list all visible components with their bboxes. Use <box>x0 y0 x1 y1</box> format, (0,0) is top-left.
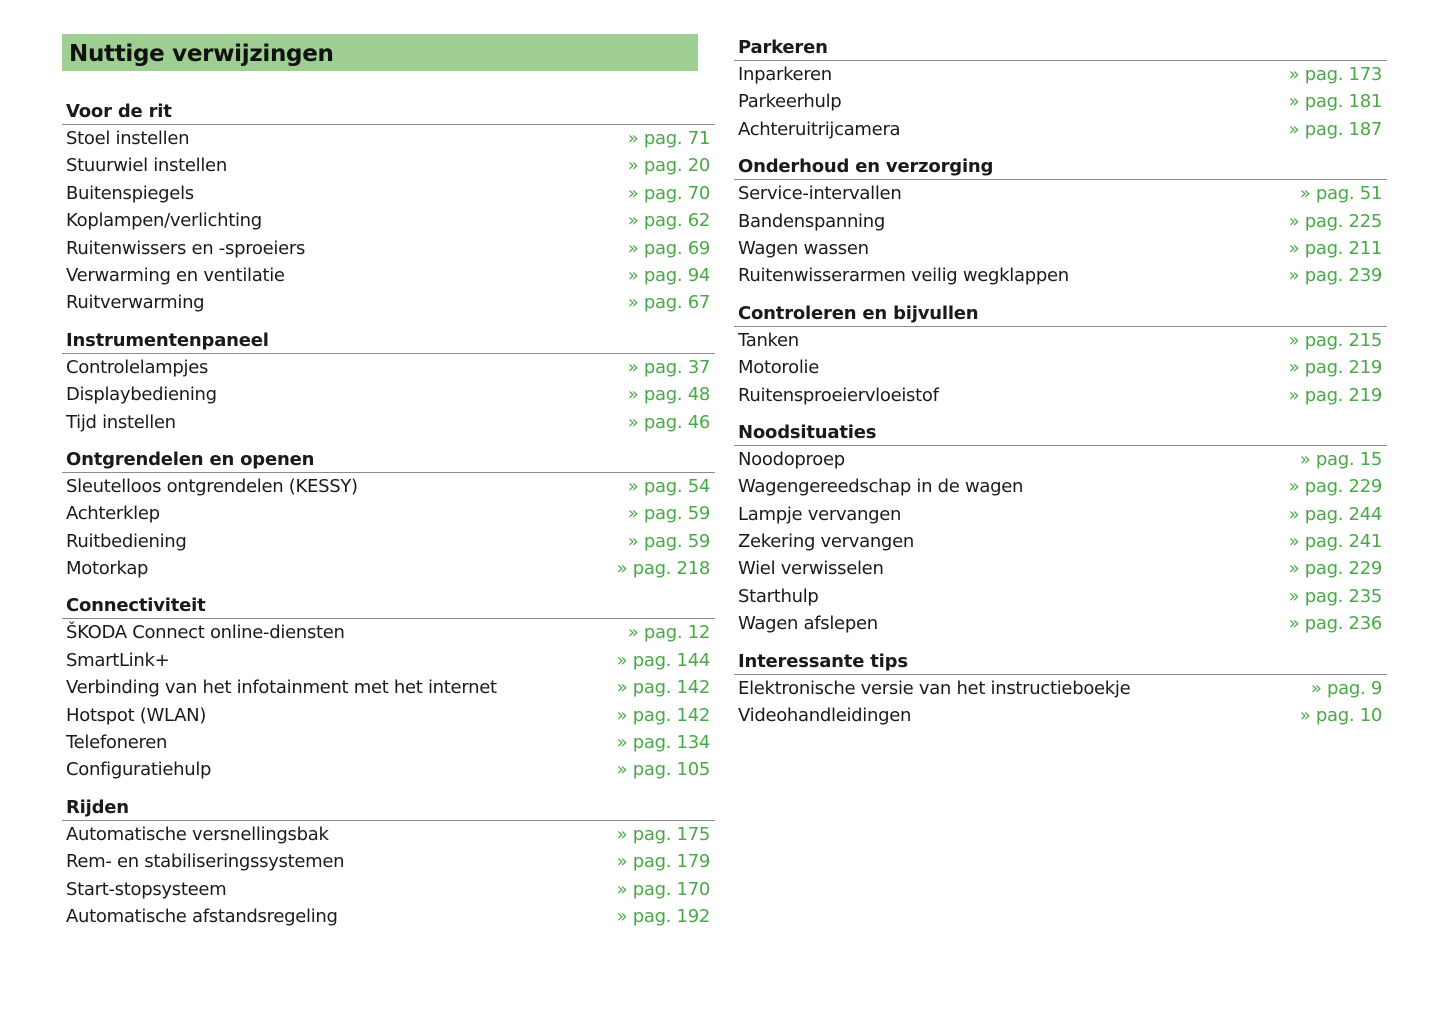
page-reference-link[interactable]: » pag. 229 <box>1288 558 1382 580</box>
reference-row <box>62 528 715 555</box>
section-title: Controleren en bijvullen <box>734 300 1387 327</box>
reference-row <box>62 674 715 701</box>
page-reference-link[interactable]: » pag. 51 <box>1299 183 1382 205</box>
reference-row <box>62 500 715 527</box>
page-reference-link[interactable]: » pag. 144 <box>616 649 710 671</box>
section-title: Rijden <box>62 794 715 821</box>
reference-row <box>734 555 1387 582</box>
page-reference-link[interactable]: » pag. 229 <box>1288 476 1382 498</box>
reference-label: Telefoneren <box>66 732 168 754</box>
reference-row <box>734 501 1387 528</box>
reference-label: Hotspot (WLAN) <box>66 704 207 726</box>
section-gap <box>62 582 715 592</box>
section-connectiviteit <box>62 592 715 783</box>
page-reference-link[interactable]: » pag. 9 <box>1310 677 1382 699</box>
reference-label: Bandenspanning <box>738 210 885 232</box>
reference-row <box>62 903 715 930</box>
reference-label: Ruitenwisserarmen veilig wegklappen <box>738 265 1069 287</box>
reference-label: Verwarming en ventilatie <box>66 264 285 286</box>
reference-label: Automatische afstandsregeling <box>66 905 338 927</box>
reference-row <box>62 381 715 408</box>
reference-label: Inparkeren <box>738 64 832 85</box>
reference-label: Achteruitrijcamera <box>738 118 901 140</box>
reference-row <box>734 528 1387 555</box>
section-gap <box>62 436 715 446</box>
reference-label: Ruitverwarming <box>66 292 205 314</box>
reference-row <box>734 675 1387 702</box>
reference-label: Ruitbediening <box>66 530 187 552</box>
page-reference-link[interactable]: » pag. 173 <box>1288 64 1382 85</box>
section-instrumentenpaneel <box>62 327 715 436</box>
reference-row <box>62 289 715 316</box>
page-reference-link[interactable]: » pag. 211 <box>1288 237 1382 259</box>
page-reference-link[interactable]: » pag. 142 <box>616 704 710 726</box>
section-gap <box>62 317 715 327</box>
section-onderhoud-en-verzorging <box>734 153 1387 290</box>
reference-row <box>734 88 1387 115</box>
page-reference-link[interactable]: » pag. 244 <box>1288 503 1382 525</box>
reference-row <box>734 235 1387 262</box>
section-controleren-en-bijvullen <box>734 300 1387 409</box>
reference-row <box>734 702 1387 729</box>
section-parkeren <box>734 34 1387 143</box>
page-reference-link[interactable]: » pag. 69 <box>627 237 710 259</box>
page-reference-link[interactable]: » pag. 225 <box>1288 210 1382 232</box>
page-reference-link[interactable]: » pag. 219 <box>1288 384 1382 406</box>
reference-row <box>62 235 715 262</box>
page-reference-link[interactable]: » pag. 187 <box>1288 118 1382 140</box>
reference-row <box>734 61 1387 88</box>
page-reference-link[interactable]: » pag. 59 <box>627 530 710 552</box>
reference-row <box>62 729 715 756</box>
page-reference-link[interactable]: » pag. 10 <box>1299 705 1382 727</box>
reference-label: Motorkap <box>66 558 149 580</box>
reference-label: Configuratiehulp <box>66 759 212 781</box>
reference-row <box>62 354 715 381</box>
reference-row <box>62 152 715 179</box>
page-reference-link[interactable]: » pag. 54 <box>627 475 710 497</box>
reference-row <box>62 756 715 783</box>
page-reference-link[interactable]: » pag. 15 <box>1299 448 1382 470</box>
section-title: Instrumentenpaneel <box>62 327 715 354</box>
page-reference-link[interactable]: » pag. 134 <box>616 732 710 754</box>
reference-label: Elektronische versie van het instructieboekje <box>738 677 1131 699</box>
page-reference-link[interactable]: » pag. 179 <box>616 851 710 873</box>
page-reference-link[interactable]: » pag. 236 <box>1288 613 1382 635</box>
page-reference-link[interactable]: » pag. 62 <box>627 210 710 232</box>
reference-label: Ruitenwissers en -sproeiers <box>66 237 306 259</box>
reference-label: Lampje vervangen <box>738 503 902 525</box>
section-title: Interessante tips <box>734 648 1387 675</box>
reference-row <box>62 848 715 875</box>
reference-row <box>62 702 715 729</box>
page-title: Nuttige verwijzingen <box>69 41 334 67</box>
page-reference-link[interactable]: » pag. 218 <box>616 558 710 580</box>
page-reference-link[interactable]: » pag. 59 <box>627 503 710 525</box>
reference-label: Stuurwiel instellen <box>66 155 227 177</box>
section-ontgrendelen-en-openen <box>62 446 715 583</box>
reference-row <box>734 180 1387 207</box>
reference-label: Buitenspiegels <box>66 182 194 204</box>
page-reference-link[interactable]: » pag. 20 <box>627 155 710 177</box>
section-title: Connectiviteit <box>62 592 715 619</box>
page-reference-link[interactable]: » pag. 235 <box>1288 585 1382 607</box>
section-gap <box>734 290 1387 300</box>
reference-row <box>62 409 715 436</box>
reference-label: Starthulp <box>738 585 819 607</box>
reference-row <box>62 180 715 207</box>
reference-label: Ruitensproeiervloeistof <box>738 384 939 406</box>
reference-row <box>734 382 1387 409</box>
reference-row <box>62 262 715 289</box>
page-reference-link[interactable]: » pag. 67 <box>627 292 710 314</box>
left-column <box>62 98 715 930</box>
reference-label: Noodoproep <box>738 448 845 470</box>
reference-label: Wagengereedschap in de wagen <box>738 476 1024 498</box>
reference-label: Wiel verwisselen <box>738 558 884 580</box>
section-title: Voor de rit <box>62 98 715 125</box>
page-reference-link[interactable]: » pag. 37 <box>627 356 710 378</box>
reference-label: Automatische versnellingsbak <box>66 823 329 845</box>
reference-row <box>734 473 1387 500</box>
page-reference-link[interactable]: » pag. 71 <box>627 128 710 149</box>
reference-label: Sleutelloos ontgrendelen (KESSY) <box>66 475 358 497</box>
section-interessante-tips <box>734 648 1387 730</box>
section-title: Parkeren <box>734 34 1387 61</box>
page-reference-link[interactable]: » pag. 94 <box>627 264 710 286</box>
reference-row <box>62 125 715 152</box>
page-title-bar <box>62 34 698 71</box>
page-reference-link[interactable]: » pag. 175 <box>616 823 710 845</box>
reference-row <box>62 555 715 582</box>
section-gap <box>734 409 1387 419</box>
reference-label: Achterklep <box>66 503 160 525</box>
reference-row <box>734 262 1387 289</box>
page-reference-link[interactable]: » pag. 192 <box>616 905 710 927</box>
page-reference-link[interactable]: » pag. 170 <box>616 878 710 900</box>
reference-label: Wagen afslepen <box>738 613 878 635</box>
page-reference-link[interactable]: » pag. 70 <box>627 182 710 204</box>
reference-label: Motorolie <box>738 357 820 379</box>
page-reference-link[interactable]: » pag. 46 <box>627 411 710 433</box>
page-reference-link[interactable]: » pag. 181 <box>1288 91 1382 113</box>
section-rijden <box>62 794 715 931</box>
section-noodsituaties <box>734 419 1387 638</box>
reference-row <box>62 876 715 903</box>
section-title: Noodsituaties <box>734 419 1387 446</box>
reference-label: Verbinding van het infotainment met het internet <box>66 677 497 699</box>
reference-label: Koplampen/verlichting <box>66 210 262 232</box>
reference-label: Controlelampjes <box>66 356 209 378</box>
reference-label: SmartLink+ <box>66 649 170 671</box>
page-reference-link[interactable]: » pag. 215 <box>1288 329 1382 351</box>
page-reference-link[interactable]: » pag. 48 <box>627 384 710 406</box>
reference-label: Stoel instellen <box>66 128 190 149</box>
reference-label: Displaybediening <box>66 384 217 406</box>
section-title: Ontgrendelen en openen <box>62 446 715 473</box>
reference-label: Videohandleidingen <box>738 705 912 727</box>
section-gap <box>62 784 715 794</box>
reference-row <box>734 327 1387 354</box>
section-gap <box>734 638 1387 648</box>
reference-row <box>62 207 715 234</box>
reference-row <box>62 619 715 646</box>
reference-row <box>62 473 715 500</box>
page-reference-link[interactable]: » pag. 239 <box>1288 265 1382 287</box>
reference-row <box>734 208 1387 235</box>
reference-label: Tanken <box>738 329 799 351</box>
section-gap <box>734 143 1387 153</box>
reference-label: Parkeerhulp <box>738 91 842 113</box>
reference-row <box>734 116 1387 143</box>
right-column <box>734 34 1387 729</box>
reference-label: Rem- en stabiliseringssystemen <box>66 851 345 873</box>
reference-row <box>734 610 1387 637</box>
reference-label: Start-stopsysteem <box>66 878 227 900</box>
page-reference-link[interactable]: » pag. 105 <box>616 759 710 781</box>
reference-label: Wagen wassen <box>738 237 869 259</box>
reference-row <box>734 583 1387 610</box>
reference-row <box>734 354 1387 381</box>
page-reference-link[interactable]: » pag. 142 <box>616 677 710 699</box>
reference-row <box>734 446 1387 473</box>
reference-label: Zekering vervangen <box>738 531 914 553</box>
reference-label: Tijd instellen <box>66 411 176 433</box>
page-reference-link[interactable]: » pag. 219 <box>1288 357 1382 379</box>
reference-row <box>62 821 715 848</box>
page-reference-link[interactable]: » pag. 12 <box>627 622 710 644</box>
reference-label: Service-intervallen <box>738 183 902 205</box>
reference-label: ŠKODA Connect online-diensten <box>66 622 345 644</box>
section-title: Onderhoud en verzorging <box>734 153 1387 180</box>
section-voor-de-rit <box>62 98 715 317</box>
page-reference-link[interactable]: » pag. 241 <box>1288 531 1382 553</box>
reference-row <box>62 647 715 674</box>
